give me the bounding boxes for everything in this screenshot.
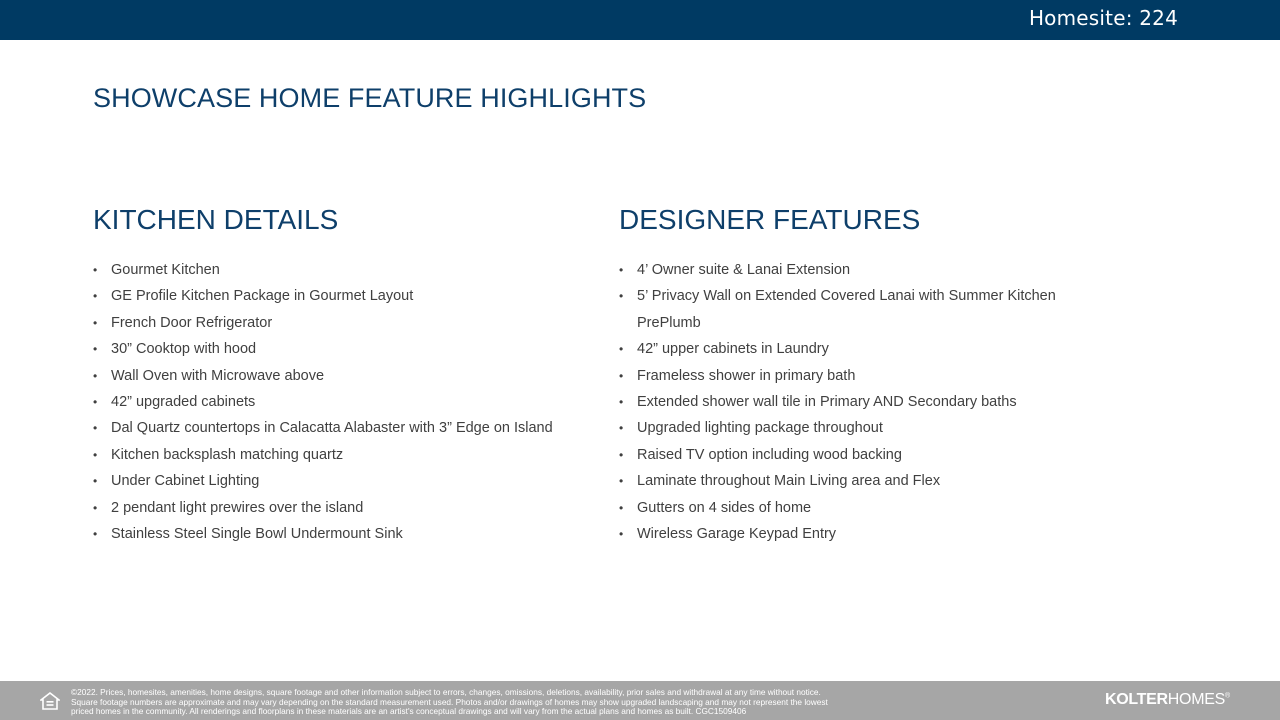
list-item: • Upgraded lighting package throughout [619,420,883,437]
equal-housing-icon [40,692,60,710]
list-item: • 30” Cooktop with hood [93,341,257,358]
list-item: • Frameless shower in primary bath [619,367,856,384]
list-item: • GE Profile Kitchen Package in Gourmet Layout [93,288,414,305]
list-item: • French Door Refrigerator [93,314,273,331]
homesite-label: Homesite: 224 [1028,6,1178,30]
list-item: • 4’ Owner suite & Lanai Extension [619,262,851,278]
list-item: • Laminate throughout Main Living area and Flex [619,473,941,490]
legal-disclaimer: ©2022. Prices, homesites, amenities, home designs, square footage and other information subject to errors, changes, omissions, deletions, availability, prior sales and withdrawal at any time without notice. Square footage numbers are approximate and may vary depending on the standard measurement used. Photos and/or drawings of homes may show upgraded landscaping and may not represent the lowest priced homes in the community. All renderings and floorplans in these materials are an artist's conceptual drawings and will vary from the actual plans and homes as built. CGC1509406 [71,687,828,716]
list-item: • Gutters on 4 sides of home [619,499,812,516]
list-item: • Raised TV option including wood backing [619,446,902,463]
kitchen-heading: KITCHEN DETAILS [93,204,339,235]
page-title: SHOWCASE HOME FEATURE HIGHLIGHTS [93,83,647,113]
list-item: • Wall Oven with Microwave above [93,367,325,384]
list-item: • Gourmet Kitchen [93,262,220,278]
list-item: • Wireless Garage Keypad Entry [619,525,837,542]
designer-list [619,257,1056,547]
list-item: • Kitchen backsplash matching quartz [93,446,344,463]
header-bar [0,0,1280,40]
list-item: • Stainless Steel Single Bowl Undermount Sink [93,525,403,542]
list-item: • 5’ Privacy Wall on Extended Covered Lanai with Summer Kitchen [619,288,1056,305]
kitchen-list [93,257,553,547]
list-item: • 42” upgraded cabinets [93,393,256,410]
brand-logo: KOLTERHOMES® [1105,691,1230,708]
list-item: • Dal Quartz countertops in Calacatta Alabaster with 3” Edge on Island [93,420,553,437]
list-item: • Under Cabinet Lighting [93,473,260,490]
footer-bar [0,681,1280,720]
designer-heading: DESIGNER FEATURES [619,204,921,235]
list-item: • Extended shower wall tile in Primary AND Secondary baths [619,393,1017,410]
list-item-continuation: PrePlumb [637,314,701,331]
list-item: • 2 pendant light prewires over the island [93,499,364,516]
list-item: • 42” upper cabinets in Laundry [619,341,829,358]
